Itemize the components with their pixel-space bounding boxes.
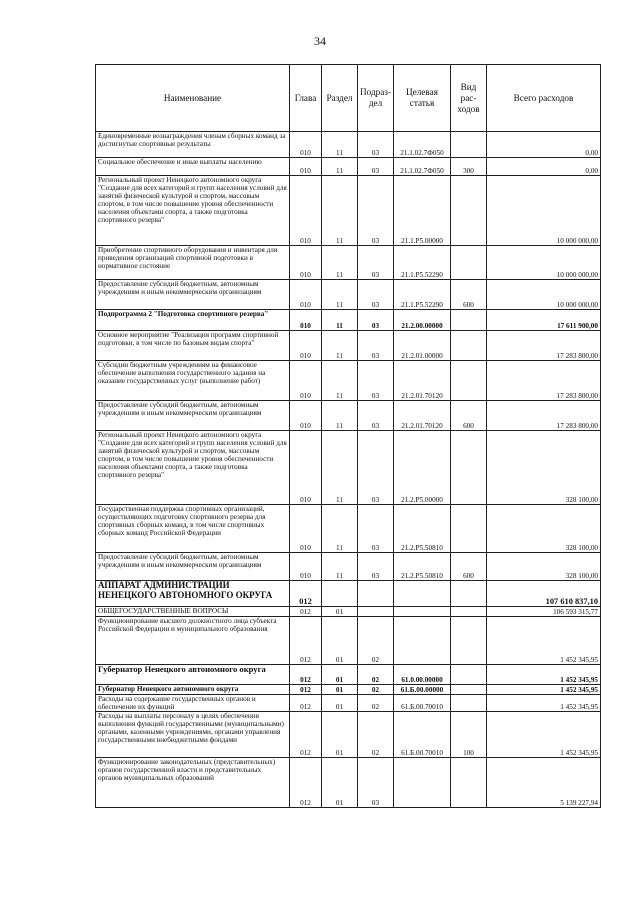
cell-target — [394, 581, 451, 607]
cell-total: 0,00 — [487, 158, 601, 176]
table-row — [96, 505, 601, 553]
cell-name: Губернатор Ненецкого автономного округа — [96, 685, 290, 695]
cell-total: 17 283 800,00 — [487, 401, 601, 431]
cell-section: 11 — [322, 310, 358, 331]
cell-exp-type: 100 — [451, 712, 487, 758]
cell-section: 11 — [322, 361, 358, 401]
cell-chapter: 012 — [290, 607, 322, 617]
cell-name: Предоставление субсидий бюджетным, автономным учреждениям и иным некоммерческим организациям — [96, 280, 290, 310]
cell-subsection: 03 — [358, 176, 394, 246]
col-exp-type-header: Вид рас-ходов — [451, 65, 487, 132]
cell-target: 61.Б.00.70010 — [394, 695, 451, 712]
cell-total: 106 593 315,77 — [487, 607, 601, 617]
cell-total: 5 139 227,94 — [487, 758, 601, 808]
cell-exp-type — [451, 695, 487, 712]
cell-target — [394, 607, 451, 617]
table-row — [96, 310, 601, 331]
cell-target: 21.1.02.7Ф050 — [394, 158, 451, 176]
cell-subsection — [358, 607, 394, 617]
cell-total: 1 452 345,95 — [487, 695, 601, 712]
cell-exp-type — [451, 361, 487, 401]
col-subsection-header: Подраз-дел — [358, 65, 394, 132]
cell-name: Предоставление субсидий бюджетным, автономным учреждениям и иным некоммерческим организациям — [96, 553, 290, 581]
cell-chapter: 012 — [290, 665, 322, 685]
cell-chapter: 010 — [290, 132, 322, 158]
table-row — [96, 758, 601, 808]
cell-chapter: 010 — [290, 361, 322, 401]
cell-section: 01 — [322, 607, 358, 617]
cell-total: 1 452 345,95 — [487, 685, 601, 695]
cell-subsection: 03 — [358, 246, 394, 280]
cell-section: 01 — [322, 665, 358, 685]
table-row — [96, 431, 601, 505]
cell-target: 21.1.P5.52290 — [394, 280, 451, 310]
cell-total: 10 000 000,00 — [487, 246, 601, 280]
cell-subsection: 03 — [358, 505, 394, 553]
cell-target: 61.Б.00.00000 — [394, 685, 451, 695]
cell-target: 61.Б.00.70010 — [394, 712, 451, 758]
cell-section: 11 — [322, 158, 358, 176]
table-row — [96, 617, 601, 665]
cell-subsection: 02 — [358, 695, 394, 712]
cell-name: Расходы на выплаты персоналу в целях обеспечения выполнения функций государственными (муниципальными) органами, казенными учреждениями, органами управления государственными внебюджетными фондами — [96, 712, 290, 758]
cell-subsection — [358, 581, 394, 607]
cell-target: 21.1.P5.00000 — [394, 176, 451, 246]
table-row — [96, 401, 601, 431]
cell-exp-type — [451, 176, 487, 246]
cell-exp-type — [451, 685, 487, 695]
cell-section: 01 — [322, 712, 358, 758]
cell-exp-type — [451, 331, 487, 361]
table-body — [96, 132, 601, 808]
cell-chapter: 012 — [290, 685, 322, 695]
cell-chapter: 010 — [290, 431, 322, 505]
cell-section: 01 — [322, 758, 358, 808]
cell-chapter: 012 — [290, 758, 322, 808]
table-row — [96, 361, 601, 401]
col-name-header: Наименование — [96, 65, 290, 132]
cell-name: Социальное обеспечение и иные выплаты населению — [96, 158, 290, 176]
table-row — [96, 280, 601, 310]
cell-exp-type: 300 — [451, 158, 487, 176]
cell-chapter: 012 — [290, 712, 322, 758]
cell-name: Приобретение спортивного оборудования и инвентаря для приведения организаций спортивной подготовки в нормативное состояние — [96, 246, 290, 280]
table-row — [96, 665, 601, 685]
cell-target: 21.1.P5.52290 — [394, 246, 451, 280]
cell-total: 1 452 345,95 — [487, 712, 601, 758]
cell-exp-type — [451, 617, 487, 665]
cell-subsection: 02 — [358, 617, 394, 665]
cell-total: 0,00 — [487, 132, 601, 158]
cell-total: 328 100,00 — [487, 553, 601, 581]
cell-name: Региональный проект Ненецкого автономного округа "Создание для всех категорий и групп населения условий для занятий физической культурой и спортом, массовым спортом, в том числе повышение уровня обеспеченности населения объектами спорта, а также подготовка спортивного резерва" — [96, 431, 290, 505]
page-number: 34 — [314, 34, 326, 48]
table-row — [96, 176, 601, 246]
cell-target — [394, 617, 451, 665]
table-row — [96, 581, 601, 607]
cell-section: 01 — [322, 695, 358, 712]
cell-target: 21.2.00.00000 — [394, 310, 451, 331]
cell-name: Функционирование законодательных (представительных) органов государственной власти и представительных органов муниципальных образований — [96, 758, 290, 808]
cell-subsection: 03 — [358, 280, 394, 310]
cell-chapter: 010 — [290, 158, 322, 176]
cell-name: ОБЩЕГОСУДАРСТВЕННЫЕ ВОПРОСЫ — [96, 607, 290, 617]
cell-exp-type — [451, 310, 487, 331]
table-row — [96, 246, 601, 280]
cell-chapter: 012 — [290, 617, 322, 665]
cell-section: 11 — [322, 401, 358, 431]
cell-exp-type — [451, 607, 487, 617]
cell-name: Губернатор Ненецкого автономного округа — [96, 665, 290, 685]
cell-section: 11 — [322, 246, 358, 280]
cell-total: 1 452 345,95 — [487, 665, 601, 685]
cell-total: 17 611 900,00 — [487, 310, 601, 331]
cell-section: 11 — [322, 176, 358, 246]
cell-chapter: 010 — [290, 505, 322, 553]
cell-exp-type — [451, 758, 487, 808]
cell-target: 21.2.P5.50810 — [394, 505, 451, 553]
cell-subsection: 02 — [358, 685, 394, 695]
cell-exp-type — [451, 431, 487, 505]
table-row — [96, 331, 601, 361]
cell-name: Расходы на содержание государственных органов и обеспечение их функций — [96, 695, 290, 712]
cell-name: Государственная поддержка спортивных организаций, осуществляющих подготовку спортивного резерва для спортивных сборных команд, в том числе спортивных сборных команд Российской Федерации — [96, 505, 290, 553]
col-total-header: Всего расходов — [487, 65, 601, 132]
cell-subsection: 03 — [358, 758, 394, 808]
cell-section: 11 — [322, 431, 358, 505]
cell-chapter: 010 — [290, 246, 322, 280]
cell-subsection: 03 — [358, 361, 394, 401]
header-row — [96, 65, 601, 132]
cell-subsection: 03 — [358, 431, 394, 505]
cell-target: 21.2.01.70120 — [394, 401, 451, 431]
cell-section: 11 — [322, 331, 358, 361]
cell-name: Региональный проект Ненецкого автономного округа "Создание для всех категорий и групп населения условий для занятий физической культурой и спортом, массовым спортом, в том числе повышение уровня обеспеченности населения объектами спорта, а также подготовка спортивного резерва" — [96, 176, 290, 246]
cell-subsection: 03 — [358, 310, 394, 331]
cell-chapter: 010 — [290, 553, 322, 581]
cell-total: 107 610 837,10 — [487, 581, 601, 607]
cell-section: 01 — [322, 685, 358, 695]
cell-total: 328 100,00 — [487, 431, 601, 505]
cell-target: 21.1.02.7Ф050 — [394, 132, 451, 158]
cell-subsection: 02 — [358, 665, 394, 685]
cell-chapter: 010 — [290, 331, 322, 361]
col-chapter-header: Глава — [290, 65, 322, 132]
cell-total: 10 000 000,00 — [487, 176, 601, 246]
cell-name: Субсидии бюджетным учреждениям на финансовое обеспечение выполнения государственного задания на оказание государственных услуг (выполнение работ) — [96, 361, 290, 401]
cell-exp-type: 600 — [451, 280, 487, 310]
cell-total: 328 100,00 — [487, 505, 601, 553]
cell-target: 61.0.00.00000 — [394, 665, 451, 685]
cell-exp-type — [451, 246, 487, 280]
cell-name: Функционирование высшего должностного лица субъекта Российской Федерации и муниципального образования — [96, 617, 290, 665]
cell-exp-type: 600 — [451, 553, 487, 581]
cell-subsection: 03 — [358, 553, 394, 581]
cell-name: АППАРАТ АДМИНИСТРАЦИИ НЕНЕЦКОГО АВТОНОМНОГО ОКРУГА — [96, 581, 290, 607]
table-row — [96, 132, 601, 158]
cell-name: Единовременные вознаграждения членам сборных команд за достигнутые спортивные результаты — [96, 132, 290, 158]
table-row — [96, 553, 601, 581]
cell-section: 11 — [322, 505, 358, 553]
cell-chapter: 010 — [290, 401, 322, 431]
col-target-header: Целевая статья — [394, 65, 451, 132]
table-row — [96, 685, 601, 695]
table-row — [96, 607, 601, 617]
cell-subsection: 03 — [358, 158, 394, 176]
table-row — [96, 158, 601, 176]
cell-exp-type — [451, 505, 487, 553]
cell-total: 17 283 800,00 — [487, 331, 601, 361]
cell-total: 17 283 800,00 — [487, 361, 601, 401]
cell-exp-type — [451, 132, 487, 158]
cell-exp-type — [451, 581, 487, 607]
cell-section: 01 — [322, 617, 358, 665]
cell-name: Подпрограмма 2 "Подготовка спортивного резерва" — [96, 310, 290, 331]
cell-chapter: 010 — [290, 280, 322, 310]
cell-target: 21.2.01.70120 — [394, 361, 451, 401]
cell-total: 1 452 345,95 — [487, 617, 601, 665]
cell-chapter: 010 — [290, 176, 322, 246]
cell-target: 21.2.01.00000 — [394, 331, 451, 361]
cell-subsection: 03 — [358, 401, 394, 431]
table-row — [96, 712, 601, 758]
cell-name: Основное мероприятие "Реализация программ спортивной подготовки, в том числе по базовым видам спорта" — [96, 331, 290, 361]
cell-section: 11 — [322, 280, 358, 310]
cell-subsection: 03 — [358, 132, 394, 158]
cell-chapter: 012 — [290, 695, 322, 712]
budget-table — [95, 64, 601, 808]
cell-subsection: 02 — [358, 712, 394, 758]
cell-total: 10 000 000,00 — [487, 280, 601, 310]
cell-section: 11 — [322, 553, 358, 581]
cell-section — [322, 581, 358, 607]
cell-target — [394, 758, 451, 808]
cell-chapter: 012 — [290, 581, 322, 607]
cell-subsection: 03 — [358, 331, 394, 361]
cell-exp-type: 600 — [451, 401, 487, 431]
cell-chapter: 010 — [290, 310, 322, 331]
cell-section: 11 — [322, 132, 358, 158]
cell-target: 21.2.P5.00000 — [394, 431, 451, 505]
cell-exp-type — [451, 665, 487, 685]
cell-name: Предоставление субсидий бюджетным, автономным учреждениям и иным некоммерческим организациям — [96, 401, 290, 431]
table-row — [96, 695, 601, 712]
col-section-header: Раздел — [322, 65, 358, 132]
cell-target: 21.2.P5.50810 — [394, 553, 451, 581]
